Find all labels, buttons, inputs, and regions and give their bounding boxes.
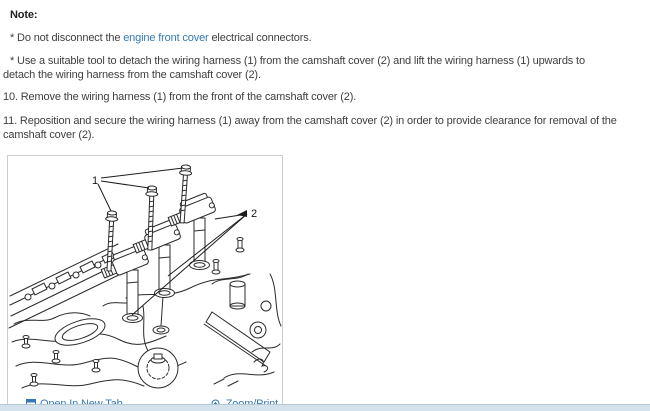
note-label: Note:	[10, 9, 38, 21]
callout-2-label: 2	[251, 208, 257, 220]
engine-camshaft-cover-diagram	[8, 156, 282, 394]
engine-front-cover-link[interactable]: engine front cover	[123, 32, 209, 44]
bullet-text: * Do not disconnect the	[10, 32, 124, 44]
bullet-text: electrical connectors.	[208, 32, 312, 44]
bullet-item-1	[10, 31, 312, 45]
step-10: 10. Remove the wiring harness (1) from the front of the camshaft cover (2).	[3, 91, 357, 103]
bullet-item-2: * Use a suitable tool to detach the wiring harness (1) from the camshaft cover (2) and lift the wiring harness (1) upwards to detach the wiring harness from the camshaft cover (2).	[3, 55, 585, 81]
diagram-panel	[7, 155, 283, 410]
callout-1-label: 1	[92, 175, 98, 187]
step-11: 11. Reposition and secure the wiring harness (1) away from the camshaft cover (2) in order to provide clearance for removal of the camshaft cover (2).	[3, 115, 617, 141]
